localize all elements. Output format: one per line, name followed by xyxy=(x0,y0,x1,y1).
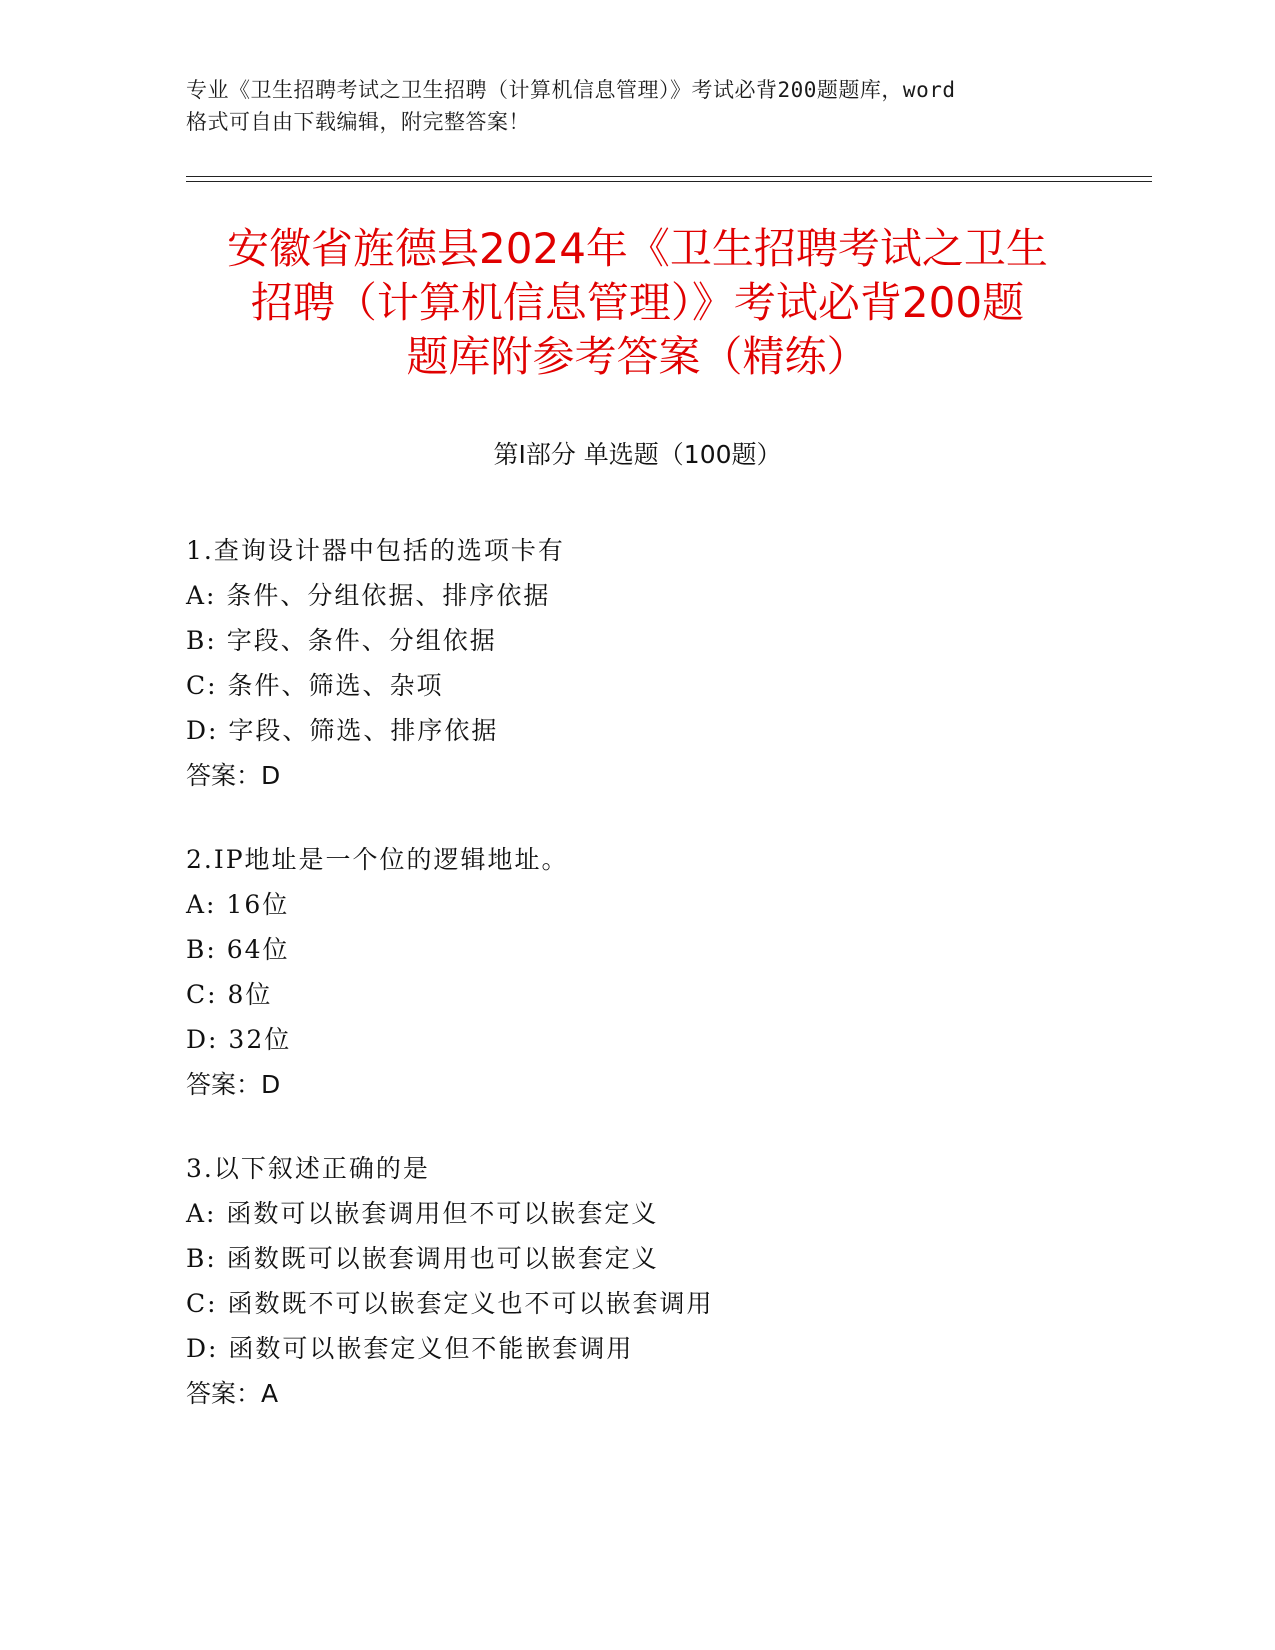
header-note xyxy=(186,74,1086,138)
option-a: A: 16位 xyxy=(186,890,290,919)
option-b: B: 64位 xyxy=(186,935,290,964)
header-divider-top xyxy=(186,176,1152,177)
question-list xyxy=(186,528,1086,1455)
header-note-line-2: 格式可自由下载编辑，附完整答案！ xyxy=(186,110,530,134)
question-stem: 3.以下叙述正确的是 xyxy=(186,1154,430,1183)
option-c: C: 函数既不可以嵌套定义也不可以嵌套调用 xyxy=(186,1289,714,1318)
option-a: A: 条件、分组依据、排序依据 xyxy=(186,581,551,610)
option-c: C: 条件、筛选、杂项 xyxy=(186,671,444,700)
question-item xyxy=(186,1146,1086,1416)
option-d: D: 函数可以嵌套定义但不能嵌套调用 xyxy=(186,1334,634,1363)
question-item xyxy=(186,837,1086,1107)
option-b: B: 字段、条件、分组依据 xyxy=(186,626,497,655)
option-a: A: 函数可以嵌套调用但不可以嵌套定义 xyxy=(186,1199,659,1228)
section-heading: 第Ⅰ部分 单选题（100题） xyxy=(493,440,782,469)
header-note-line-1: 专业《卫生招聘考试之卫生招聘（计算机信息管理）》考试必背200题题库，word xyxy=(186,78,956,102)
question-stem: 1.查询设计器中包括的选项卡有 xyxy=(186,536,565,565)
option-b: B: 函数既可以嵌套调用也可以嵌套定义 xyxy=(186,1244,659,1273)
question-stem: 2.IP地址是一个位的逻辑地址。 xyxy=(186,845,569,874)
header-divider-bottom xyxy=(186,181,1152,182)
document-title xyxy=(180,222,1095,384)
answer-text: 答案：D xyxy=(186,761,281,790)
option-d: D: 32位 xyxy=(186,1025,292,1054)
option-d: D: 字段、筛选、排序依据 xyxy=(186,716,499,745)
title-line-3: 题库附参考答案（精练） xyxy=(406,332,869,381)
question-item xyxy=(186,528,1086,798)
title-line-2: 招聘（计算机信息管理）》考试必背200题 xyxy=(250,278,1025,327)
option-c: C: 8位 xyxy=(186,980,273,1009)
title-line-1: 安徽省旌德县2024年《卫生招聘考试之卫生 xyxy=(227,224,1048,273)
answer-text: 答案：A xyxy=(186,1379,279,1408)
answer-text: 答案：D xyxy=(186,1070,281,1099)
